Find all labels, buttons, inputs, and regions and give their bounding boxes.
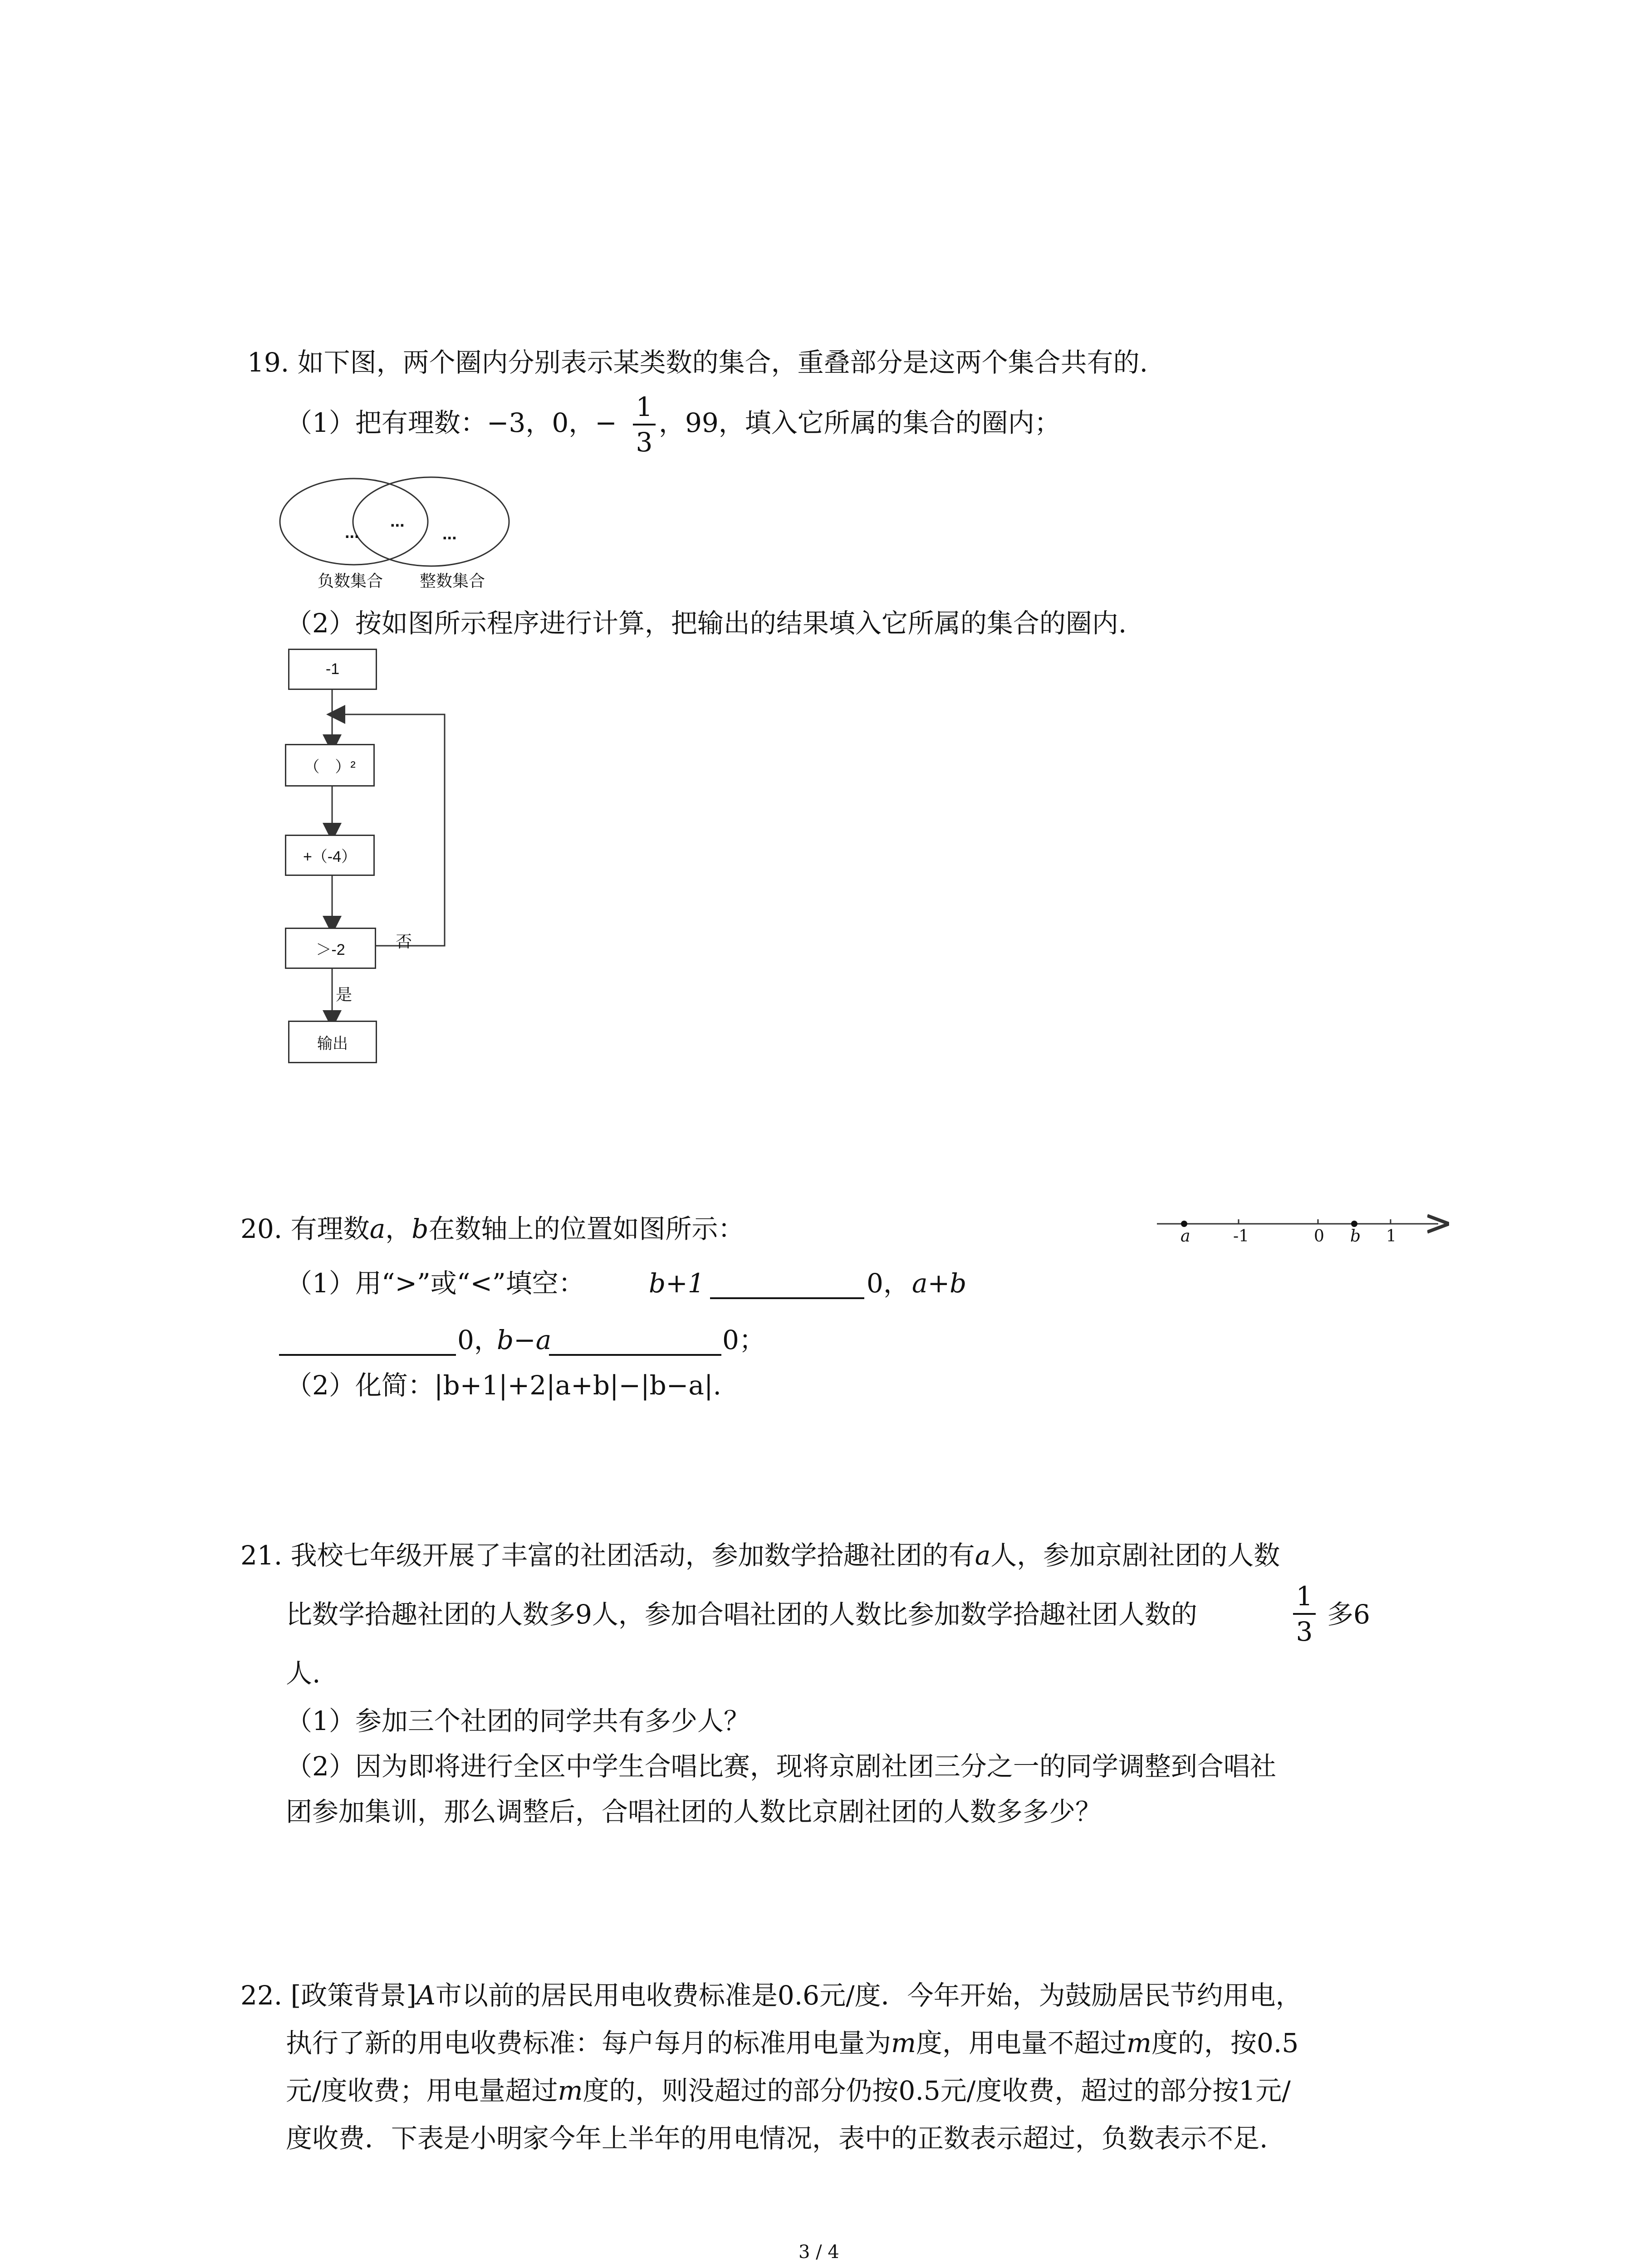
fraction-denominator: 3	[1296, 1616, 1313, 1647]
q21-line2-post: 多6	[1327, 1599, 1370, 1630]
q20-intro-num: 20. 有理数	[240, 1213, 370, 1244]
q20-expr-b-minus-a: b−a	[497, 1325, 552, 1355]
q21-fraction	[1293, 1583, 1316, 1645]
q22-line2	[286, 2030, 1298, 2056]
q22-line1-pre: 22. [政策背景]	[240, 1980, 416, 2011]
numberline-label-neg1: -1	[1233, 1227, 1249, 1246]
q20-part2: （2）化简：|b+1|+2|a+b|−|b−a|.	[286, 1370, 721, 1401]
q21-line3: 人.	[286, 1658, 321, 1689]
q20-comma: ，	[385, 1213, 412, 1244]
q22-var-m-2: m	[1127, 2028, 1152, 2058]
fraction-numerator: 1	[1296, 1581, 1313, 1612]
q21-line1	[240, 1542, 1280, 1569]
q21-line1-post: 人，参加京剧社团的人数	[990, 1540, 1280, 1571]
venn-diagram	[279, 467, 524, 603]
numberline-label-b: b	[1350, 1227, 1361, 1246]
flow-output-box: 输出	[288, 1021, 377, 1063]
q22-line3	[286, 2077, 1291, 2104]
q20-intro	[240, 1213, 745, 1244]
fraction-numerator: 1	[636, 391, 653, 422]
q19-intro: 19. 如下图，两个圈内分别表示某类数的集合，重叠部分是这两个集合共有的.	[247, 347, 1148, 378]
point-a	[1181, 1221, 1187, 1227]
q21-var-a: a	[975, 1540, 991, 1571]
numberline-label-a: a	[1181, 1227, 1190, 1246]
flow-yes-label: 是	[336, 985, 353, 1004]
point-b	[1351, 1221, 1357, 1227]
flow-input-box: -1	[288, 649, 377, 690]
q20-expr-a-plus-b: a+b	[912, 1268, 967, 1299]
fraction-bar	[1293, 1613, 1316, 1615]
flow-no-label: 否	[396, 932, 412, 951]
q21-part2-line1: （2）因为即将进行全区中学生合唱比赛，现将京剧社团三分之一的同学调整到合唱社	[286, 1751, 1276, 1782]
answer-blank-3[interactable]	[549, 1354, 721, 1356]
flow-add-box: +（-4）	[285, 835, 375, 876]
q22-line2-post: 度的，按0.5	[1151, 2028, 1299, 2058]
q19-part1-prefix: （1）把有理数：−3，0，−	[286, 407, 617, 438]
q20-zero-1: 0，	[867, 1268, 910, 1299]
q21-part2-line2: 团参加集训，那么调整后，合唱社团的人数比京剧社团的人数多多少？	[286, 1796, 1102, 1827]
q22-line3-post: 度的，则没超过的部分仍按0.5元/度收费，超过的部分按1元/	[583, 2075, 1291, 2106]
q20-zero-2: 0，	[457, 1325, 500, 1355]
venn-middle-dots: ...	[390, 512, 405, 531]
venn-right-dots: ...	[442, 524, 457, 543]
q20-var-a: a	[369, 1213, 386, 1244]
fraction-bar	[633, 424, 656, 425]
q20-zero-3: 0；	[722, 1325, 765, 1355]
q21-part1: （1）参加三个社团的同学共有多少人？	[286, 1706, 750, 1736]
q20-var-b: b	[411, 1213, 429, 1244]
q22-var-m: m	[891, 2028, 916, 2058]
q19-fraction	[633, 391, 656, 458]
q21-line2-pre: 比数学拾趣社团的人数多9人，参加合唱社团的人数比参加数学拾趣社团人数的	[286, 1599, 1197, 1630]
q20-part1-lead: （1）用“>”或“<”填空：	[286, 1268, 585, 1299]
q22-line4: 度收费．下表是小明家今年上半年的用电情况，表中的正数表示超过，负数表示不足.	[286, 2123, 1268, 2154]
q19-part2: （2）按如图所示程序进行计算，把输出的结果填入它所属的集合的圈内.	[286, 608, 1127, 639]
q22-line2-pre: 执行了新的用电收费标准：每户每月的标准用电量为	[286, 2028, 892, 2058]
page-number: 3 / 4	[798, 2242, 839, 2263]
q20-intro-rest: 在数轴上的位置如图所示：	[428, 1213, 745, 1244]
q22-var-m-3: m	[558, 2075, 583, 2106]
venn-left-dots: ...	[345, 523, 359, 542]
venn-left-label: 负数集合	[318, 572, 383, 590]
q21-line1-pre: 21. 我校七年级开展了丰富的社团活动，参加数学拾趣社团的有	[240, 1540, 975, 1571]
answer-blank-2[interactable]	[279, 1354, 456, 1356]
number-line	[1152, 1211, 1452, 1252]
q19-part1-suffix: ，99，填入它所属的集合的圈内；	[659, 407, 1061, 438]
numberline-label-1: 1	[1386, 1227, 1396, 1246]
q22-line1	[240, 1982, 1302, 2009]
q22-line3-pre: 元/度收费；用电量超过	[286, 2075, 558, 2106]
fraction-denominator: 3	[636, 427, 653, 458]
q22-var-A: A	[416, 1980, 436, 2011]
integer-set-circle	[353, 477, 509, 566]
q20-expr-b-plus-1: b+1	[649, 1268, 705, 1299]
venn-right-label: 整数集合	[420, 572, 485, 590]
flow-square-box: （ ）²	[285, 744, 375, 787]
negative-set-circle	[280, 479, 428, 565]
flow-compare-box: ＞-2	[285, 928, 376, 969]
answer-blank-1[interactable]	[710, 1297, 864, 1299]
q22-line1-post: 市以前的居民用电收费标准是0.6元/度．今年开始，为鼓励居民节约用电，	[435, 1980, 1302, 2011]
numberline-label-0: 0	[1314, 1227, 1324, 1246]
q22-line2-mid: 度，用电量不超过	[916, 2028, 1127, 2058]
